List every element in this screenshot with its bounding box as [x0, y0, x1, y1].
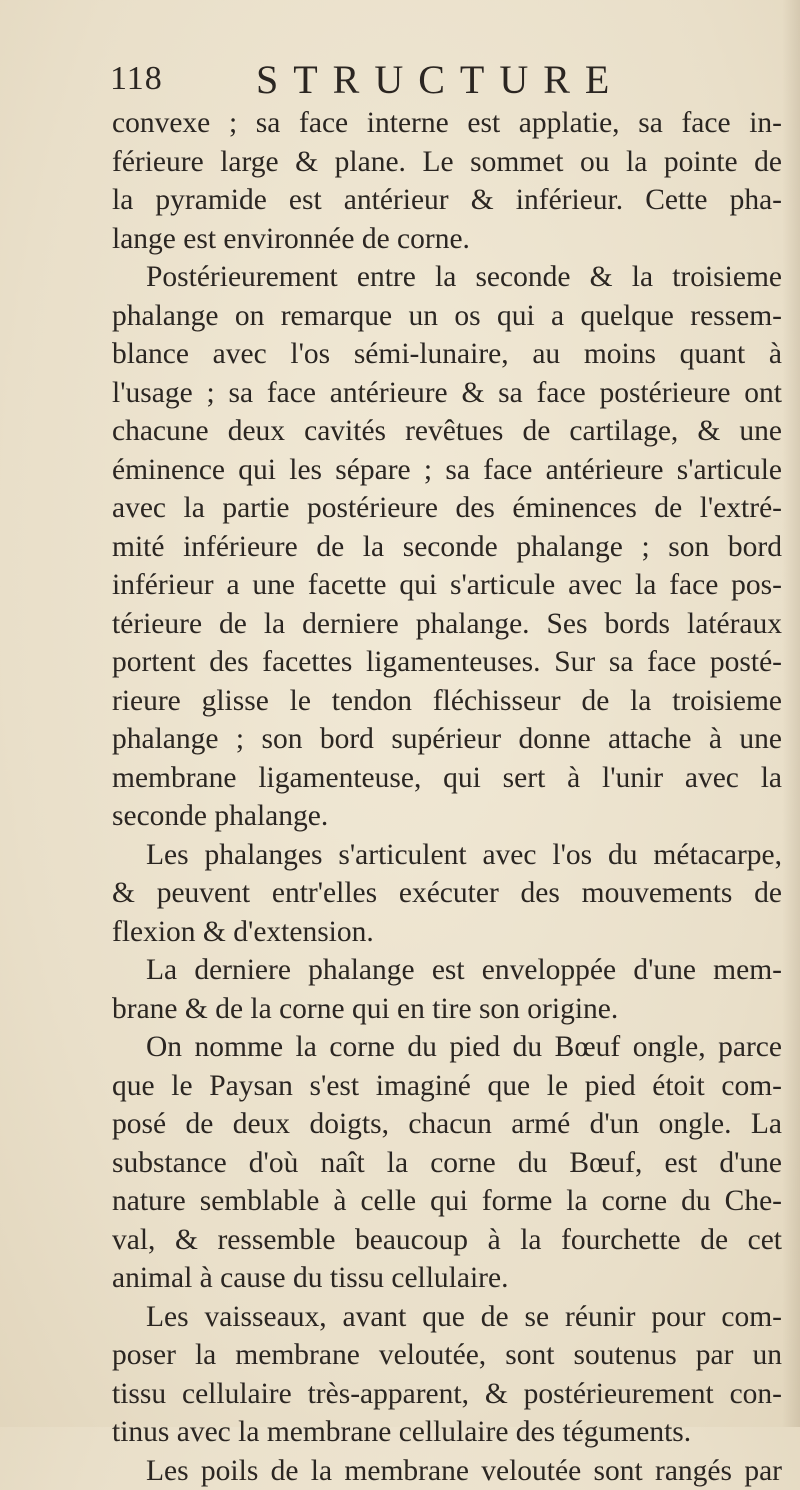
- text-line: val, & ressemble beaucoup à la fourchette de cet: [112, 1221, 782, 1260]
- text-line: flexion & d'extension.: [112, 913, 782, 952]
- text-line: On nomme la corne du pied du Bœuf ongle, parce: [112, 1028, 782, 1067]
- text-line: mité inférieure de la seconde phalange ; son bord: [112, 528, 782, 567]
- text-line: Les vaisseaux, avant que de se réunir pour com-: [112, 1298, 782, 1337]
- text-line: Les phalanges s'articulent avec l'os du métacarpe,: [112, 836, 782, 875]
- text-line: convexe ; sa face interne est applatie, sa face in-: [112, 104, 782, 143]
- page-edge-shadow: [782, 0, 800, 1427]
- text-line: rieure glisse le tendon fléchisseur de la troisieme: [112, 682, 782, 721]
- text-line: phalange on remarque un os qui a quelque ressem-: [112, 297, 782, 336]
- text-line: La derniere phalange est enveloppée d'une mem-: [112, 951, 782, 990]
- text-line: animal à cause du tissu cellulaire.: [112, 1259, 782, 1298]
- page-number: 118: [110, 60, 163, 98]
- text-line: tissu cellulaire très-apparent, & postérieurement con-: [112, 1375, 782, 1414]
- text-line: l'usage ; sa face antérieure & sa face postérieure ont: [112, 374, 782, 413]
- text-line: Postérieurement entre la seconde & la troisieme: [112, 258, 782, 297]
- text-line: térieure de la derniere phalange. Ses bords latéraux: [112, 605, 782, 644]
- text-line: substance d'où naît la corne du Bœuf, est d'une: [112, 1144, 782, 1183]
- text-line: poser la membrane veloutée, sont soutenus par un: [112, 1336, 782, 1375]
- text-line: chacune deux cavités revêtues de cartilage, & une: [112, 412, 782, 451]
- text-line: que le Paysan s'est imaginé que le pied étoit com-: [112, 1067, 782, 1106]
- text-line: phalange ; son bord supérieur donne attache à une: [112, 720, 782, 759]
- running-head: [110, 60, 710, 104]
- text-line: nature semblable à celle qui forme la corne du Che-: [112, 1182, 782, 1221]
- text-line: inférieur a une facette qui s'articule avec la face pos-: [112, 566, 782, 605]
- text-line: lange est environnée de corne.: [112, 220, 782, 259]
- text-line: avec la partie postérieure des éminences de l'extré-: [112, 489, 782, 528]
- text-line: Les poils de la membrane veloutée sont rangés par: [112, 1452, 782, 1490]
- text-line: blance avec l'os sémi-lunaire, au moins quant à: [112, 335, 782, 374]
- text-line: éminence qui les sépare ; sa face antérieure s'articule: [112, 451, 782, 490]
- text-line: & peuvent entr'elles exécuter des mouvements de: [112, 874, 782, 913]
- text-line: membrane ligamenteuse, qui sert à l'unir avec la: [112, 759, 782, 798]
- text-line: posé de deux doigts, chacun armé d'un ongle. La: [112, 1105, 782, 1144]
- text-line: brane & de la corne qui en tire son origine.: [112, 990, 782, 1029]
- text-line: férieure large & plane. Le sommet ou la pointe de: [112, 143, 782, 182]
- text-line: seconde phalange.: [112, 797, 782, 836]
- body-text: [112, 104, 782, 1490]
- text-line: la pyramide est antérieur & inférieur. Cette pha-: [112, 181, 782, 220]
- running-title: STRUCTURE: [256, 56, 624, 103]
- text-line: portent des facettes ligamenteuses. Sur sa face posté-: [112, 643, 782, 682]
- text-line: tinus avec la membrane cellulaire des téguments.: [112, 1413, 782, 1452]
